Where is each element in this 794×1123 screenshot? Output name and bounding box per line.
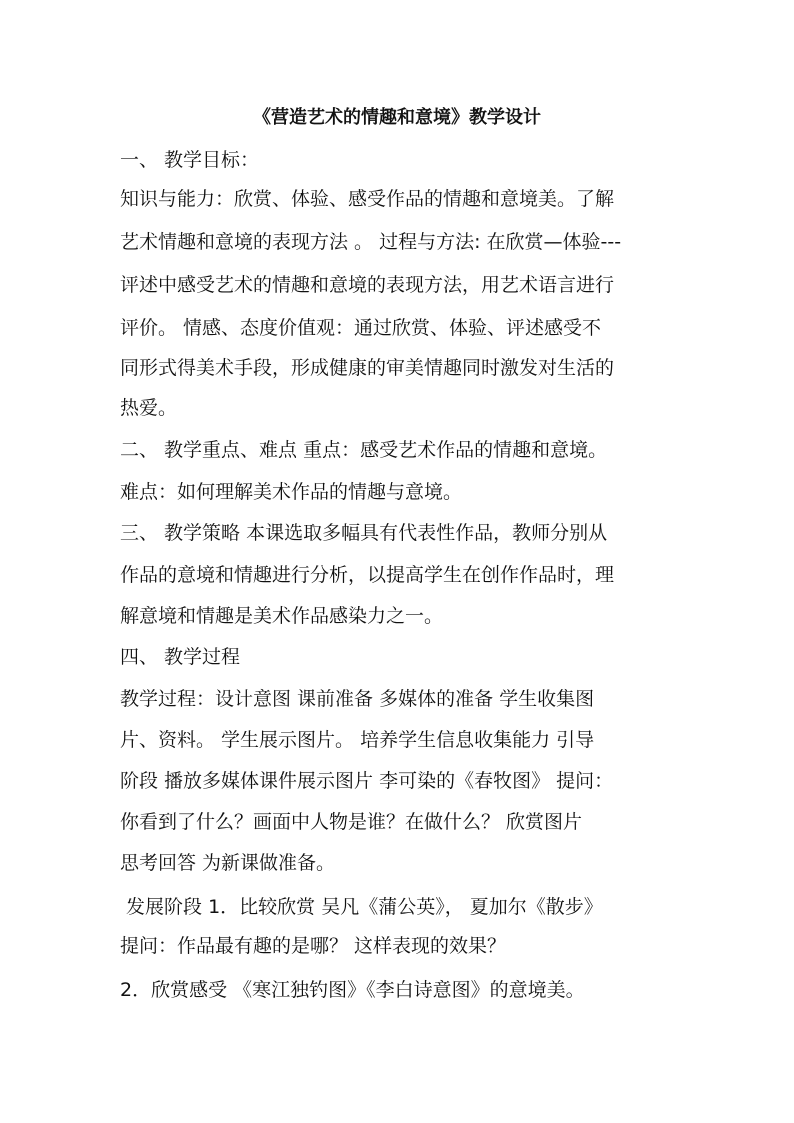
body-line-10: 三、 教学策略 本课选取多幅具有代表性作品，教师分别从: [120, 522, 608, 544]
body-line-5: 评价。 情感、态度价值观：通过欣赏、体验、评述感受不: [120, 317, 602, 339]
body-line-14: 教学过程：设计意图 课前准备 多媒体的准备 学生收集图: [120, 688, 595, 710]
body-line-7: 热爱。: [120, 397, 178, 419]
body-line-20: 提问：作品最有趣的是哪？ 这样表现的效果？: [120, 935, 507, 957]
body-line-21: 2．欣赏感受 《寒江独钓图》《李白诗意图》的意境美。: [120, 979, 585, 1001]
body-line-2: 知识与能力：欣赏、体验、感受作品的情趣和意境美。了解: [120, 188, 615, 210]
body-line-8: 二、 教学重点、难点 重点：感受艺术作品的情趣和意境。: [120, 439, 608, 461]
body-line-18: 思考回答 为新课做准备。: [120, 852, 336, 874]
body-line-15: 片、资料。 学生展示图片。 培养学生信息收集能力 引导: [120, 729, 595, 751]
body-line-9: 难点：如何理解美术作品的情趣与意境。: [120, 481, 463, 503]
body-line-16: 阶段 播放多媒体课件展示图片 李可染的《春牧图》 提问：: [120, 770, 614, 792]
body-line-11: 作品的意境和情趣进行分析，以提高学生在创作作品时，理: [120, 564, 615, 586]
body-line-6: 同形式得美术手段，形成健康的审美情趣同时激发对生活的: [120, 357, 615, 379]
body-line-3: 艺术情趣和意境的表现方法 。 过程与方法: 在欣赏—体验---: [120, 231, 622, 253]
body-line-4: 评述中感受艺术的情趣和意境的表现方法，用艺术语言进行: [120, 274, 615, 296]
document-title: 《营造艺术的情趣和意境》教学设计: [253, 107, 541, 128]
body-line-19: 发展阶段 1．比较欣赏 吴凡《蒲公英》， 夏加尔《散步》: [120, 896, 603, 918]
body-line-1: 一、 教学目标：: [120, 149, 260, 171]
body-line-13: 四、 教学过程: [120, 646, 241, 668]
body-line-12: 解意境和情趣是美术作品感染力之一。: [120, 605, 444, 627]
body-line-17: 你看到了什么？画面中人物是谁？在做什么？ 欣赏图片: [120, 811, 583, 833]
